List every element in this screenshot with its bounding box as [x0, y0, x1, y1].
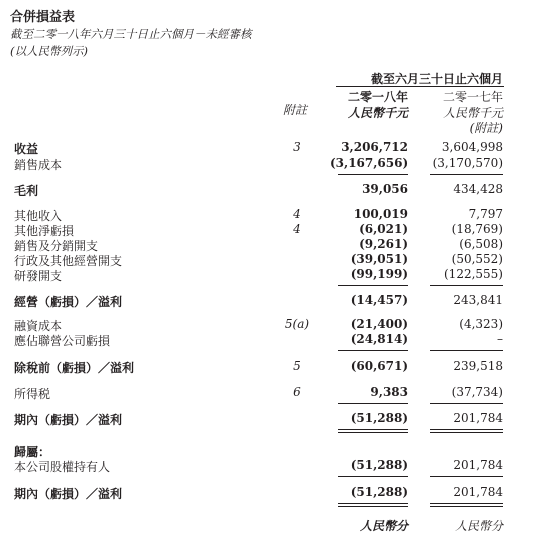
row-2018-other-income: 100,019: [353, 207, 408, 221]
footer-unit-2017: 人民幣分: [454, 519, 503, 533]
row-label-finance-costs: 融資成本: [14, 319, 63, 333]
rule-associate-2018: [338, 350, 408, 351]
statement-subtitle-period: 截至二零一八年六月三十日止六個月－未經審核: [10, 27, 252, 41]
header-unit-2018: 人民幣千元: [347, 106, 408, 120]
row-2018-gross-profit: 39,056: [362, 182, 408, 196]
rule-equity-2018: [338, 476, 408, 477]
row-note-pretax-result: 5: [293, 359, 301, 373]
row-2018-admin-expenses: (39,051): [350, 252, 408, 266]
footer-unit-2018: 人民幣分: [359, 519, 408, 533]
row-label-admin-expenses: 行政及其他經營開支: [14, 254, 123, 268]
header-period: 截至六月三十日止六個月: [370, 72, 503, 86]
row-label-rnd-expenses: 研發開支: [14, 269, 63, 283]
row-label-income-tax: 所得税: [14, 387, 51, 401]
row-label-pretax-result: 除稅前（虧損）／溢利: [14, 361, 135, 375]
row-2017-rnd-expenses: (122,555): [444, 267, 503, 281]
row-2018-income-tax: 9,383: [370, 385, 408, 399]
rule-cost-of-sales-2018: [338, 174, 408, 175]
rule-cost-of-sales-2017: [430, 174, 503, 175]
row-2017-finance-costs: (4,323): [459, 317, 503, 331]
row-2018-other-net-loss: (6,021): [359, 222, 408, 236]
double-rule-final-2018-a: [338, 503, 408, 504]
row-2018-equity-holders: (51,288): [350, 458, 408, 472]
row-note-finance-costs: 5(a): [284, 317, 310, 331]
row-2017-admin-expenses: (50,552): [451, 252, 503, 266]
row-2018-operating-result: (14,457): [350, 293, 408, 307]
row-2018-period-result-2: (51,288): [350, 485, 408, 499]
row-note-other-net-loss: 4: [293, 222, 301, 236]
row-note-revenue: 3: [293, 140, 301, 154]
row-label-equity-holders: 本公司股權持有人: [14, 460, 111, 474]
row-label-operating-result: 經營（虧損）／溢利: [14, 295, 123, 309]
double-rule-period-2018-b: [338, 432, 408, 433]
double-rule-period-2018-a: [338, 429, 408, 430]
row-label-attributable: 歸屬：: [14, 445, 51, 459]
rule-rnd-2017: [430, 285, 503, 286]
row-2018-selling-expenses: (9,261): [359, 237, 408, 251]
double-rule-period-2017-a: [430, 429, 503, 430]
statement-title: 合併損益表: [10, 10, 76, 25]
header-note-2017: (附註): [469, 121, 503, 135]
rule-income-tax-2018: [338, 403, 408, 404]
row-2017-operating-result: 243,841: [453, 293, 503, 307]
double-rule-final-2018-b: [338, 506, 408, 507]
row-label-period-result: 期內（虧損）／溢利: [14, 413, 123, 427]
row-2017-income-tax: (37,734): [451, 385, 503, 399]
row-2017-cost-of-sales: (3,170,570): [432, 156, 503, 170]
row-2017-period-result: 201,784: [453, 411, 503, 425]
header-year-2018: 二零一八年: [347, 90, 408, 104]
row-2018-revenue: 3,206,712: [341, 140, 408, 154]
rule-income-tax-2017: [430, 403, 503, 404]
header-unit-2017: 人民幣千元: [442, 106, 503, 120]
double-rule-final-2017-a: [430, 503, 503, 504]
row-note-income-tax: 6: [293, 385, 301, 399]
row-label-other-income: 其他收入: [14, 209, 63, 223]
row-2018-period-result: (51,288): [350, 411, 408, 425]
row-2018-finance-costs: (21,400): [350, 317, 408, 331]
header-note-column: 附註: [282, 103, 307, 117]
row-2017-associate-loss: –: [497, 332, 503, 346]
row-2017-pretax-result: 239,518: [453, 359, 503, 373]
row-2017-equity-holders: 201,784: [453, 458, 503, 472]
double-rule-period-2017-b: [430, 432, 503, 433]
row-label-gross-profit: 毛利: [14, 184, 39, 198]
row-2017-other-net-loss: (18,769): [451, 222, 503, 236]
row-label-selling-expenses: 銷售及分銷開支: [14, 239, 99, 253]
row-2018-cost-of-sales: (3,167,656): [330, 156, 409, 170]
row-2017-gross-profit: 434,428: [453, 182, 503, 196]
row-label-associate-loss: 應佔聯營公司虧損: [14, 334, 111, 348]
rule-associate-2017: [430, 350, 503, 351]
row-label-other-net-loss: 其他淨虧損: [14, 224, 75, 238]
double-rule-final-2017-b: [430, 506, 503, 507]
row-2018-pretax-result: (60,671): [350, 359, 408, 373]
row-label-period-result-2: 期內（虧損）／溢利: [14, 487, 123, 501]
row-2017-other-income: 7,797: [468, 207, 503, 221]
statement-subtitle-currency: (以人民幣列示): [10, 44, 88, 58]
rule-equity-2017: [430, 476, 503, 477]
header-period-rule: [336, 86, 504, 87]
rule-rnd-2018: [338, 285, 408, 286]
row-label-revenue: 收益: [14, 142, 39, 156]
row-2017-selling-expenses: (6,508): [459, 237, 503, 251]
row-2017-period-result-2: 201,784: [453, 485, 503, 499]
row-note-other-income: 4: [293, 207, 301, 221]
header-year-2017: 二零一七年: [442, 90, 503, 104]
row-2018-rnd-expenses: (99,199): [350, 267, 408, 281]
row-2017-revenue: 3,604,998: [441, 140, 503, 154]
row-label-cost-of-sales: 銷售成本: [14, 158, 63, 172]
row-2018-associate-loss: (24,814): [350, 332, 408, 346]
